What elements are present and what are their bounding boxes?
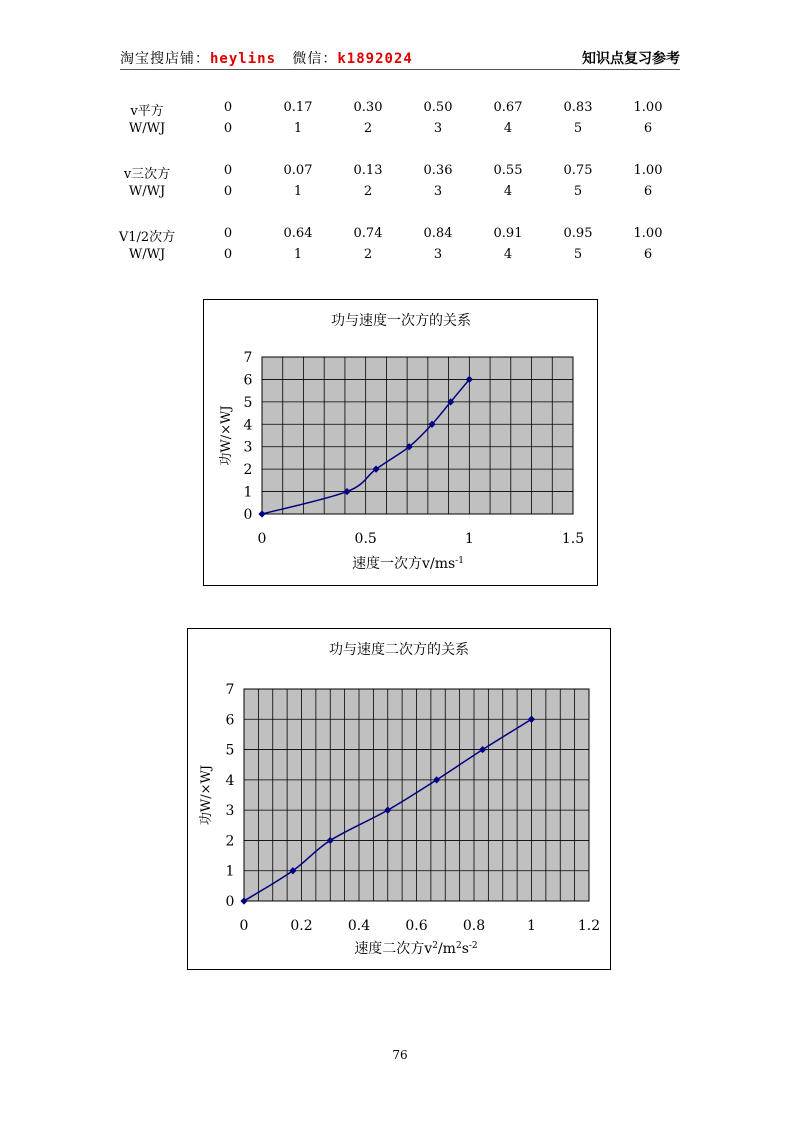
table-cell: 0 (223, 100, 233, 115)
y-tick-label: 1 (243, 484, 253, 501)
table-cell: 6 (643, 184, 653, 199)
table-cell: 0.64 (283, 226, 313, 241)
shop-label: 淘宝搜店铺： (120, 51, 210, 67)
table-cell: 0.91 (493, 226, 523, 241)
table-cell: 5 (573, 121, 583, 136)
x-axis-label-text: 速度一次方v/ms (352, 556, 456, 572)
table-cell: 1 (293, 184, 303, 199)
table-cell: 5 (573, 247, 583, 262)
chart-velocity-linear-svg (204, 300, 597, 585)
y-tick-label: 5 (243, 394, 253, 411)
header-shop-info (120, 48, 413, 68)
table-cell: 0.83 (563, 100, 593, 115)
table-cell: 2 (363, 184, 373, 199)
table-cell: 3 (433, 121, 443, 136)
x-axis-label-text: /m (437, 941, 456, 957)
table-row-label: W/WJ (128, 247, 166, 262)
y-tick-label: 1 (225, 863, 235, 880)
table-cell: 3 (433, 184, 443, 199)
table-cell: 0 (223, 184, 233, 199)
table-cell: 4 (503, 247, 513, 262)
page-header (120, 44, 680, 70)
wechat-id: k1892024 (337, 51, 413, 67)
x-tick-label: 0.2 (290, 918, 313, 934)
chart-title: 功与速度一次方的关系 (331, 313, 471, 329)
table-cell: 0.07 (283, 163, 313, 178)
chart-velocity-squared-svg (188, 629, 610, 969)
x-axis-label (352, 555, 464, 572)
y-tick-label: 2 (243, 462, 253, 479)
table-row (100, 184, 700, 205)
table-cell: 0.55 (493, 163, 523, 178)
y-tick-label: 7 (243, 350, 253, 366)
wechat-label: 微信： (292, 51, 338, 67)
chart-velocity-linear (203, 299, 598, 586)
table-row (100, 226, 700, 247)
x-tick-label: 0.8 (462, 918, 486, 934)
x-tick-label: 1 (527, 918, 536, 934)
table-cell: 6 (643, 121, 653, 136)
x-tick-label: 1.5 (561, 531, 585, 547)
table-cell: 0.13 (353, 163, 383, 178)
x-tick-label: 0.4 (347, 918, 371, 934)
y-tick-label: 6 (225, 712, 235, 729)
x-tick-label: 1 (464, 531, 474, 547)
x-tick-label: 0.6 (405, 918, 428, 934)
chart-velocity-squared (187, 628, 611, 970)
x-axis-label-text: 速度二次方v (354, 941, 433, 957)
y-tick-label: 0 (225, 894, 235, 910)
table-row-label: W/WJ (128, 121, 166, 136)
x-tick-label: 1.2 (577, 918, 601, 934)
y-tick-label: 2 (225, 833, 235, 850)
y-tick-label: 6 (243, 372, 253, 389)
x-tick-label: 0.5 (354, 531, 377, 547)
table-row-label: V1/2次方 (118, 230, 176, 245)
y-tick-label: 0 (243, 507, 253, 523)
table-cell: 0 (223, 121, 233, 136)
x-axis-label-superscript: 2 (432, 941, 438, 951)
x-axis-label (354, 940, 477, 957)
header-rule (120, 69, 680, 70)
table-row (100, 247, 700, 268)
table-cell: 0.95 (563, 226, 593, 241)
table-cell: 0.67 (493, 100, 523, 115)
y-tick-label: 3 (243, 439, 253, 456)
table-cell: 1 (293, 247, 303, 262)
page-number: 76 (392, 1048, 408, 1062)
table-cell: 3 (433, 247, 443, 262)
table-cell: 1.00 (633, 163, 663, 178)
y-tick-label: 4 (225, 772, 235, 789)
shop-name: heylins (210, 51, 277, 67)
table-cell: 4 (503, 121, 513, 136)
table-cell: 0.36 (423, 163, 453, 178)
table-row (100, 121, 700, 142)
x-tick-label: 0 (257, 531, 267, 547)
table-row (100, 100, 700, 121)
y-tick-label: 3 (225, 803, 235, 820)
table-cell: 0 (223, 226, 233, 241)
table-cell: 0.50 (423, 100, 453, 115)
table-cell: 0 (223, 247, 233, 262)
y-tick-label: 5 (225, 742, 235, 759)
table-cell: 1.00 (633, 100, 663, 115)
x-tick-label: 0 (239, 918, 249, 934)
table-cell: 2 (363, 121, 373, 136)
chart-title: 功与速度二次方的关系 (329, 642, 469, 658)
y-axis-label: 功W/×WJ (199, 764, 214, 826)
y-tick-label: 4 (243, 417, 253, 434)
table-cell: 0.75 (563, 163, 593, 178)
table-cell: 0.84 (423, 226, 453, 241)
table-group-gap (100, 142, 700, 163)
table-cell: 2 (363, 247, 373, 262)
x-axis-label-superscript: -1 (455, 556, 464, 566)
table-group-gap (100, 205, 700, 226)
x-axis-label-superscript: -2 (468, 941, 478, 951)
x-axis-label-superscript: 2 (455, 941, 462, 951)
x-axis-label-text: s (461, 941, 469, 957)
table-row-label: v三次方 (123, 167, 171, 182)
table-row-label: v平方 (130, 104, 164, 119)
table-cell: 5 (573, 184, 583, 199)
table-row-label: W/WJ (128, 184, 166, 199)
table-cell: 0.30 (353, 100, 383, 115)
table-row (100, 163, 700, 184)
y-tick-label: 7 (225, 682, 235, 698)
plot-area (262, 357, 573, 514)
table-cell: 0 (223, 163, 233, 178)
data-table (100, 100, 700, 268)
table-cell: 0.74 (353, 226, 383, 241)
table-cell: 1 (293, 121, 303, 136)
table-cell: 6 (643, 247, 653, 262)
header-title: 知识点复习参考 (582, 51, 680, 67)
y-axis-label: 功W/×WJ (219, 405, 234, 466)
table-cell: 1.00 (633, 226, 663, 241)
table-cell: 4 (503, 184, 513, 199)
table-cell: 0.17 (283, 100, 313, 115)
